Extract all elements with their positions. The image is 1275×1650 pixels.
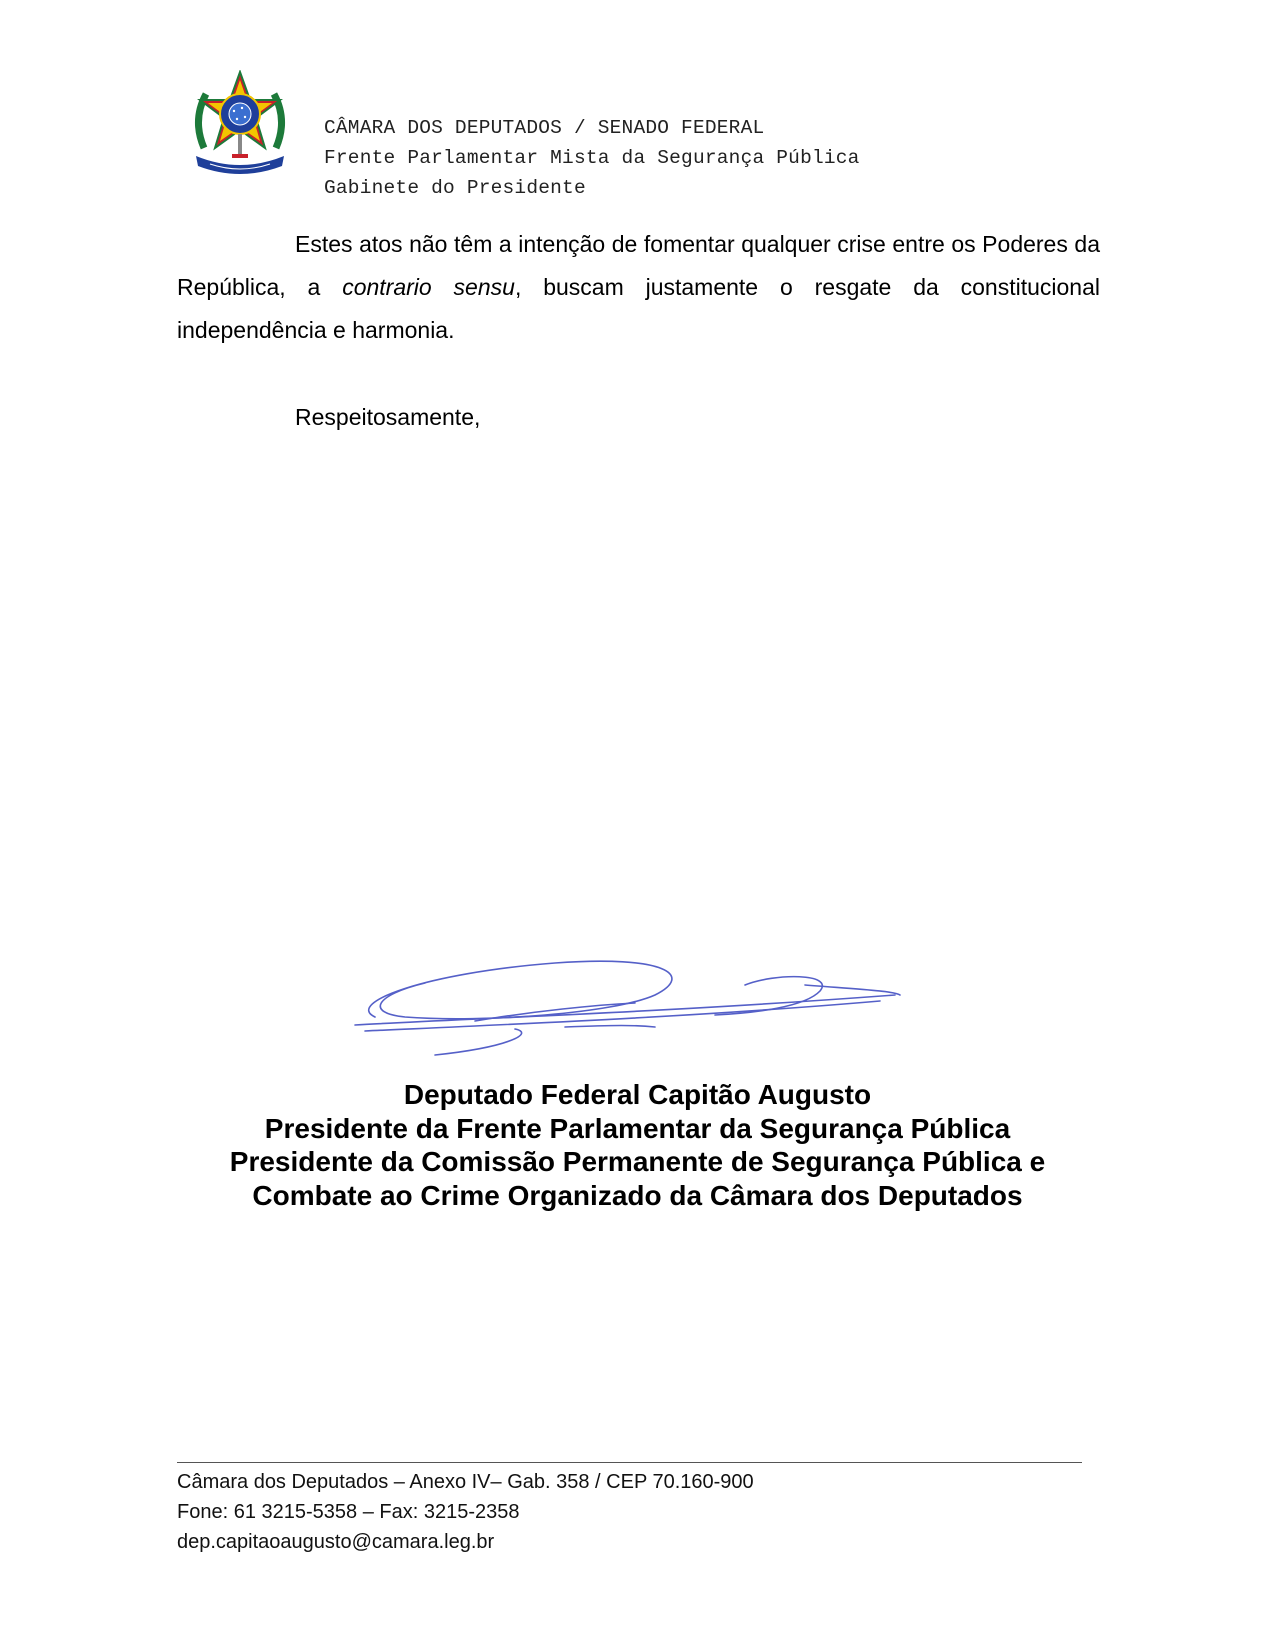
paragraph-text-end: , buscam justamente o resgate da constitucional independência e harmonia. (177, 274, 1101, 343)
letterhead-office: Gabinete do Presidente (324, 177, 586, 199)
signatory-title-1: Presidente da Frente Parlamentar da Segurança Pública (264, 1112, 1011, 1144)
handwritten-signature (335, 955, 940, 1065)
signatory-title-3: Combate ao Crime Organizado da Câmara dos Deputados (252, 1179, 1023, 1211)
footer-phone: Fone: 61 3215-5358 – Fax: 3215-2358 (177, 1501, 520, 1523)
footer-email: dep.capitaoaugusto@camara.leg.br (177, 1531, 495, 1553)
signatory-title-2: Presidente da Comissão Permanente de Segurança Pública e (229, 1146, 1046, 1177)
body-paragraph (177, 223, 1100, 352)
footer-divider (177, 1462, 1082, 1463)
paragraph-italic-phrase: contrario sensu (342, 274, 515, 300)
closing-salutation: Respeitosamente, (295, 404, 481, 430)
footer (177, 1467, 754, 1557)
signature-block (0, 1078, 1275, 1212)
coat-of-arms-icon (190, 70, 290, 182)
letterhead (324, 113, 860, 203)
letterhead-front-name: Frente Parlamentar Mista da Segurança Pública (324, 147, 860, 169)
paragraph-text-start: Estes atos não têm a intenção de fomentar qualquer crise entre os Poderes da República, a (177, 231, 1100, 300)
signatory-name: Deputado Federal Capitão Augusto (403, 1079, 872, 1110)
letterhead-institution: CÂMARA DOS DEPUTADOS / SENADO FEDERAL (324, 117, 765, 139)
footer-address: Câmara dos Deputados – Anexo IV– Gab. 358 / CEP 70.160-900 (177, 1471, 754, 1493)
